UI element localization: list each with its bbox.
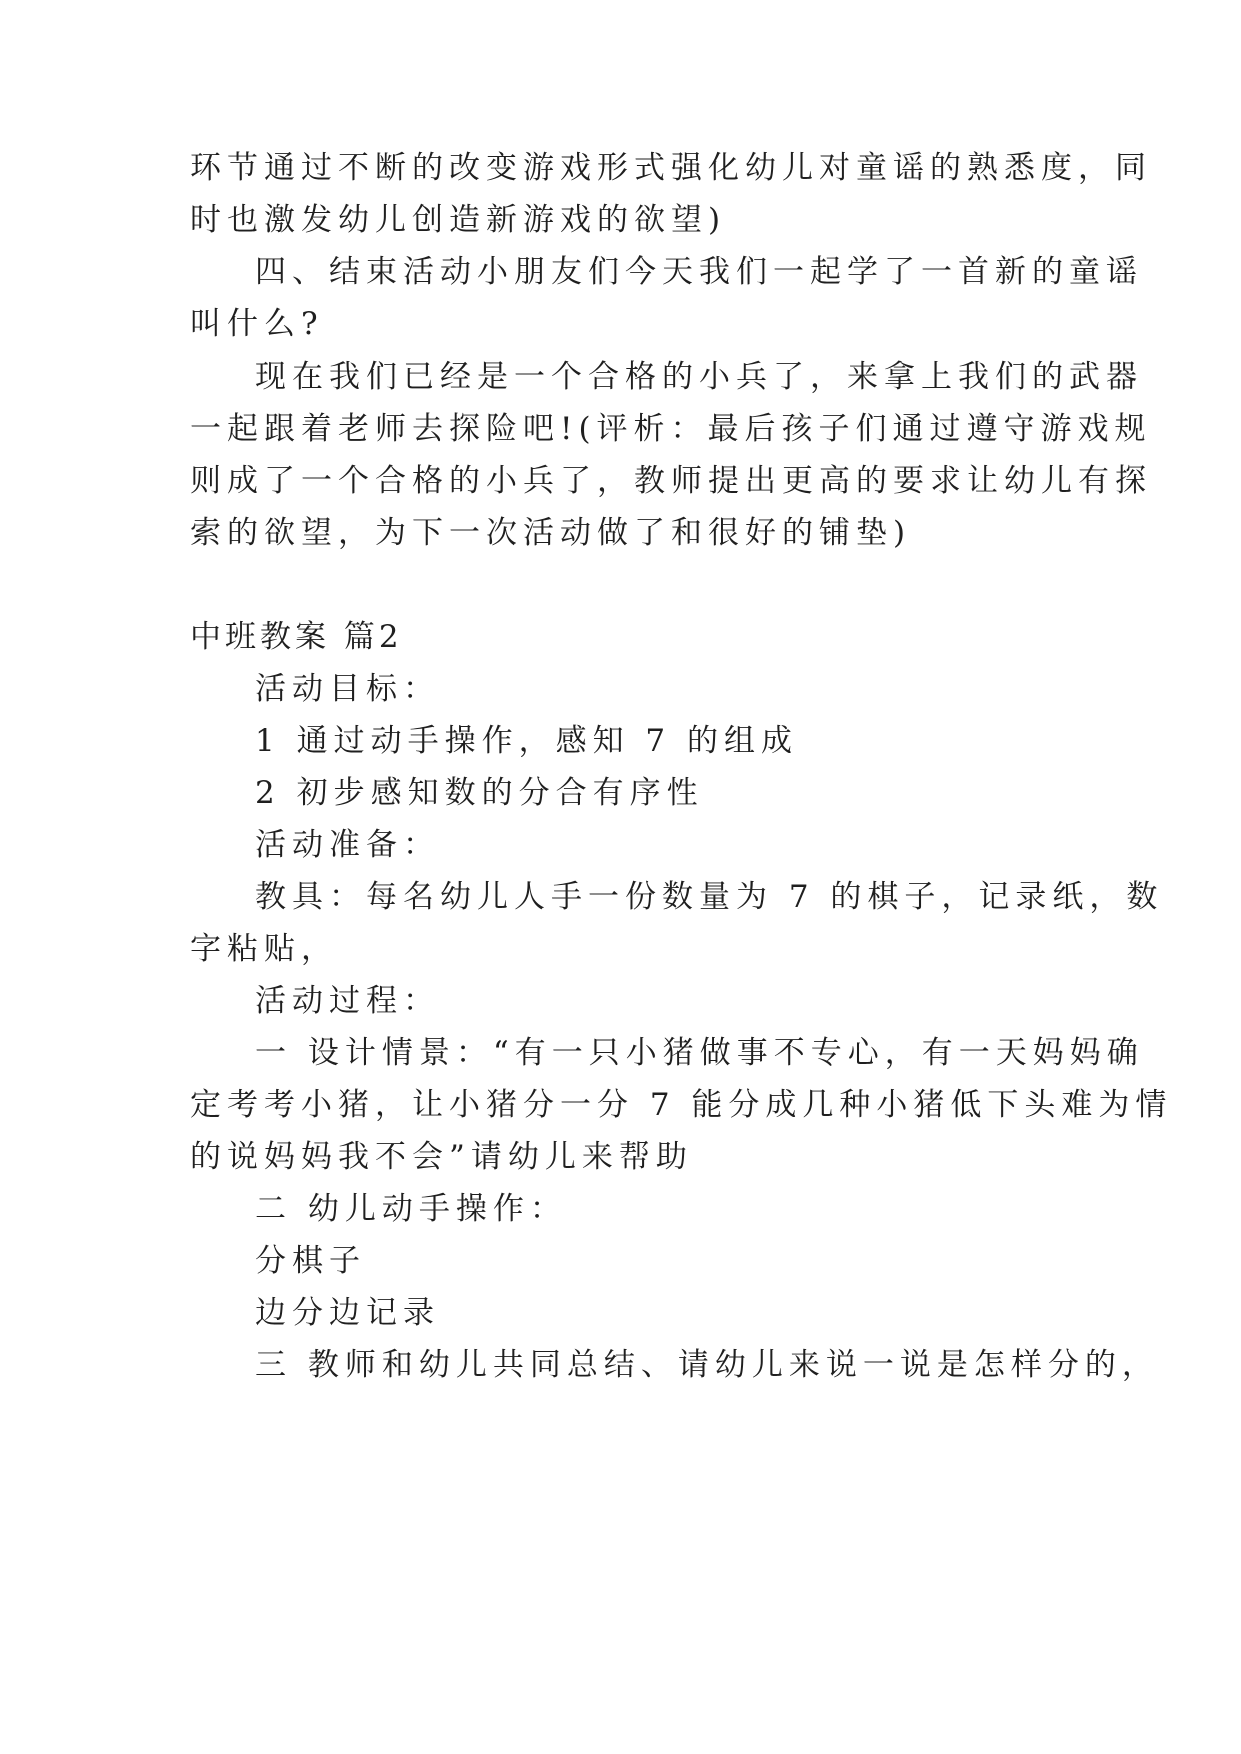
paragraph-line: 活动准备：	[255, 827, 440, 863]
paragraph-line: 时也激发幼儿创造新游戏的欲望)	[190, 202, 727, 238]
paragraph-line: 1 通过动手操作，感知 7 的组成	[255, 723, 799, 759]
paragraph-line: 现在我们已经是一个合格的小兵了，来拿上我们的武器	[255, 359, 1143, 395]
paragraph-line: 活动过程：	[255, 983, 440, 1019]
paragraph-line: 教具：每名幼儿人手一份数量为 7 的棋子，记录纸，数	[255, 879, 1164, 915]
paragraph-line: 三 教师和幼儿共同总结、请幼儿来说一说是怎样分的，	[255, 1347, 1159, 1383]
paragraph-line: 一起跟着老师去探险吧!(评析：最后孩子们通过遵守游戏规	[190, 411, 1152, 447]
paragraph-line: 一 设计情景：“有一只小猪做事不专心，有一天妈妈确	[255, 1035, 1144, 1071]
paragraph-line: 分棋子	[255, 1243, 366, 1279]
paragraph-line: 叫什么?	[190, 306, 324, 342]
paragraph-line: 环节通过不断的改变游戏形式强化幼儿对童谣的熟悉度，同	[190, 150, 1152, 186]
paragraph-line: 边分边记录	[255, 1295, 440, 1331]
paragraph-line: 二 幼儿动手操作：	[255, 1191, 567, 1227]
paragraph-line: 索的欲望，为下一次活动做了和很好的铺垫)	[190, 515, 912, 551]
paragraph-line: 活动目标：	[255, 671, 440, 707]
paragraph-line: 则成了一个合格的小兵了，教师提出更高的要求让幼儿有探	[190, 463, 1152, 499]
paragraph-line: 四、结束活动小朋友们今天我们一起学了一首新的童谣	[255, 254, 1143, 290]
section-heading: 中班教案 篇2	[190, 619, 403, 655]
paragraph-line: 字粘贴，	[190, 931, 338, 967]
paragraph-line: 的说妈妈我不会”请幼儿来帮助	[190, 1139, 693, 1175]
paragraph-line: 定考考小猪，让小猪分一分 7 能分成几种小猪低下头难为情	[190, 1087, 1173, 1123]
paragraph-line: 2 初步感知数的分合有序性	[255, 775, 704, 811]
